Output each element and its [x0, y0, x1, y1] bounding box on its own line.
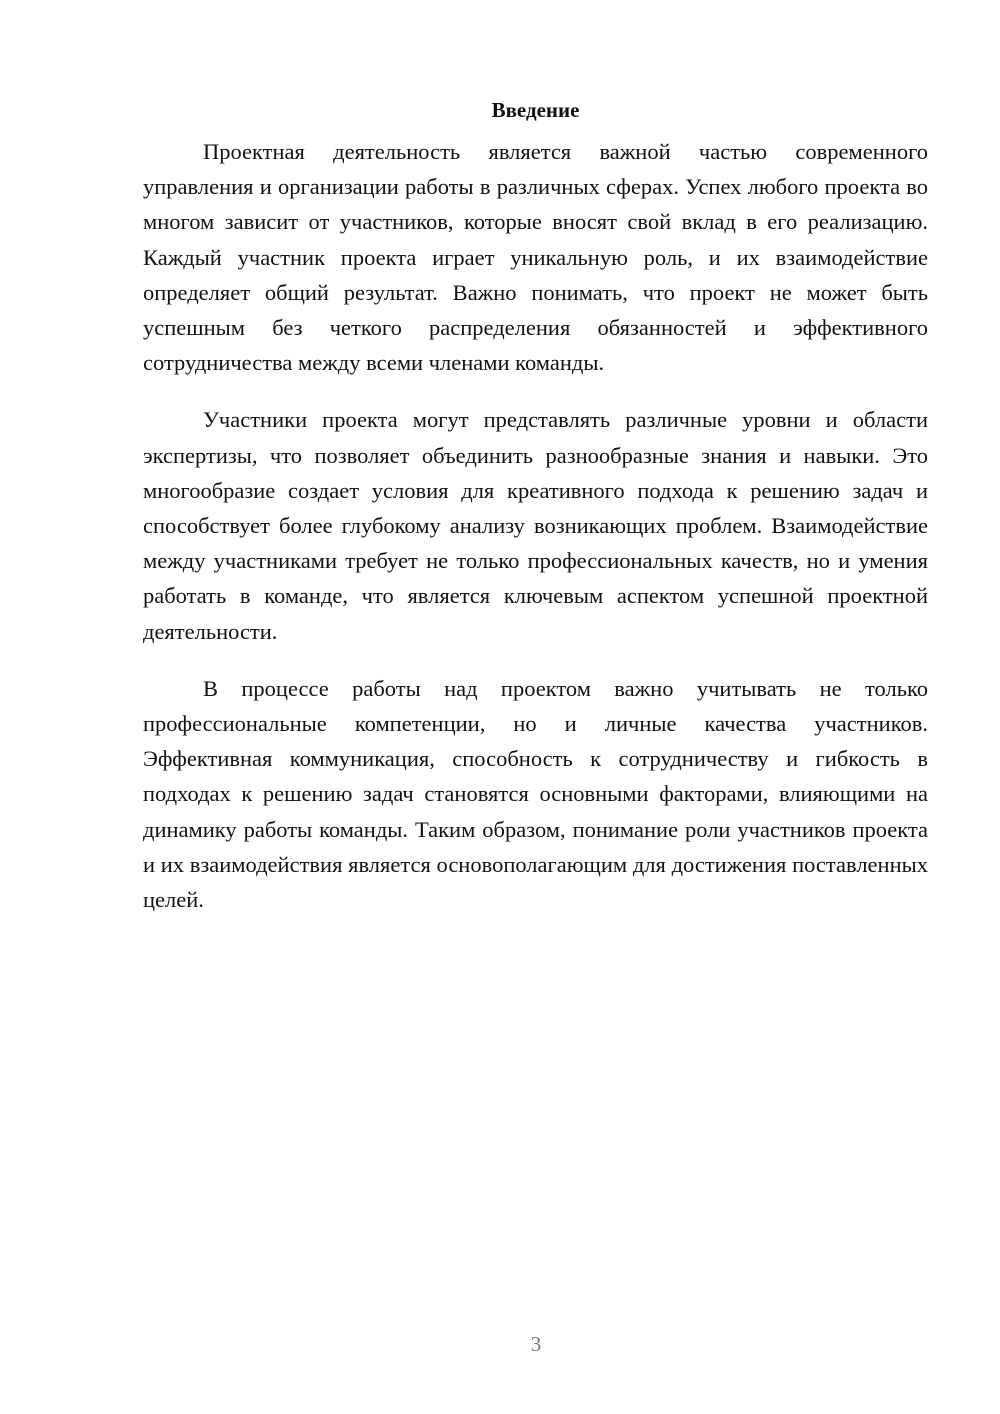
paragraph-2: Участники проекта могут представлять различные уровни и области экспертизы, что позволяет объединить разнообразные знания и навыки. Это многообразие создает условия для креативного подхода к решению задач и способствует более глубокому анализу возникающих проблем. Взаимодействие между участниками требует не только профессиональных качеств, но и умения работать в команде, что является ключевым аспектом успешной проектной деятельности. [143, 407, 928, 644]
section-title: Введение [491, 98, 580, 122]
page-content [143, 92, 928, 939]
page-number: 3 [530, 1332, 542, 1356]
paragraph-1: Проектная деятельность является важной частью современного управления и организации работы в различных сферах. Успех любого проекта во многом зависит от участников, которые вносят свой вклад в его реализацию. Каждый участник проекта играет уникальную роль, и их взаимодействие определяет общий результат. Важно понимать, что проект не может быть успешным без четкого распределения обязанностей и эффективного сотрудничества между всеми членами команды. [143, 139, 928, 376]
paragraph-3: В процессе работы над проектом важно учитывать не только профессиональные компетенции, но и личные качества участников. Эффективная коммуникация, способность к сотрудничеству и гибкость в подходах к решению задач становятся основными факторами, влияющими на динамику работы команды. Таким образом, понимание роли участников проекта и их взаимодействия является основополагающим для достижения поставленных целей. [143, 675, 928, 913]
